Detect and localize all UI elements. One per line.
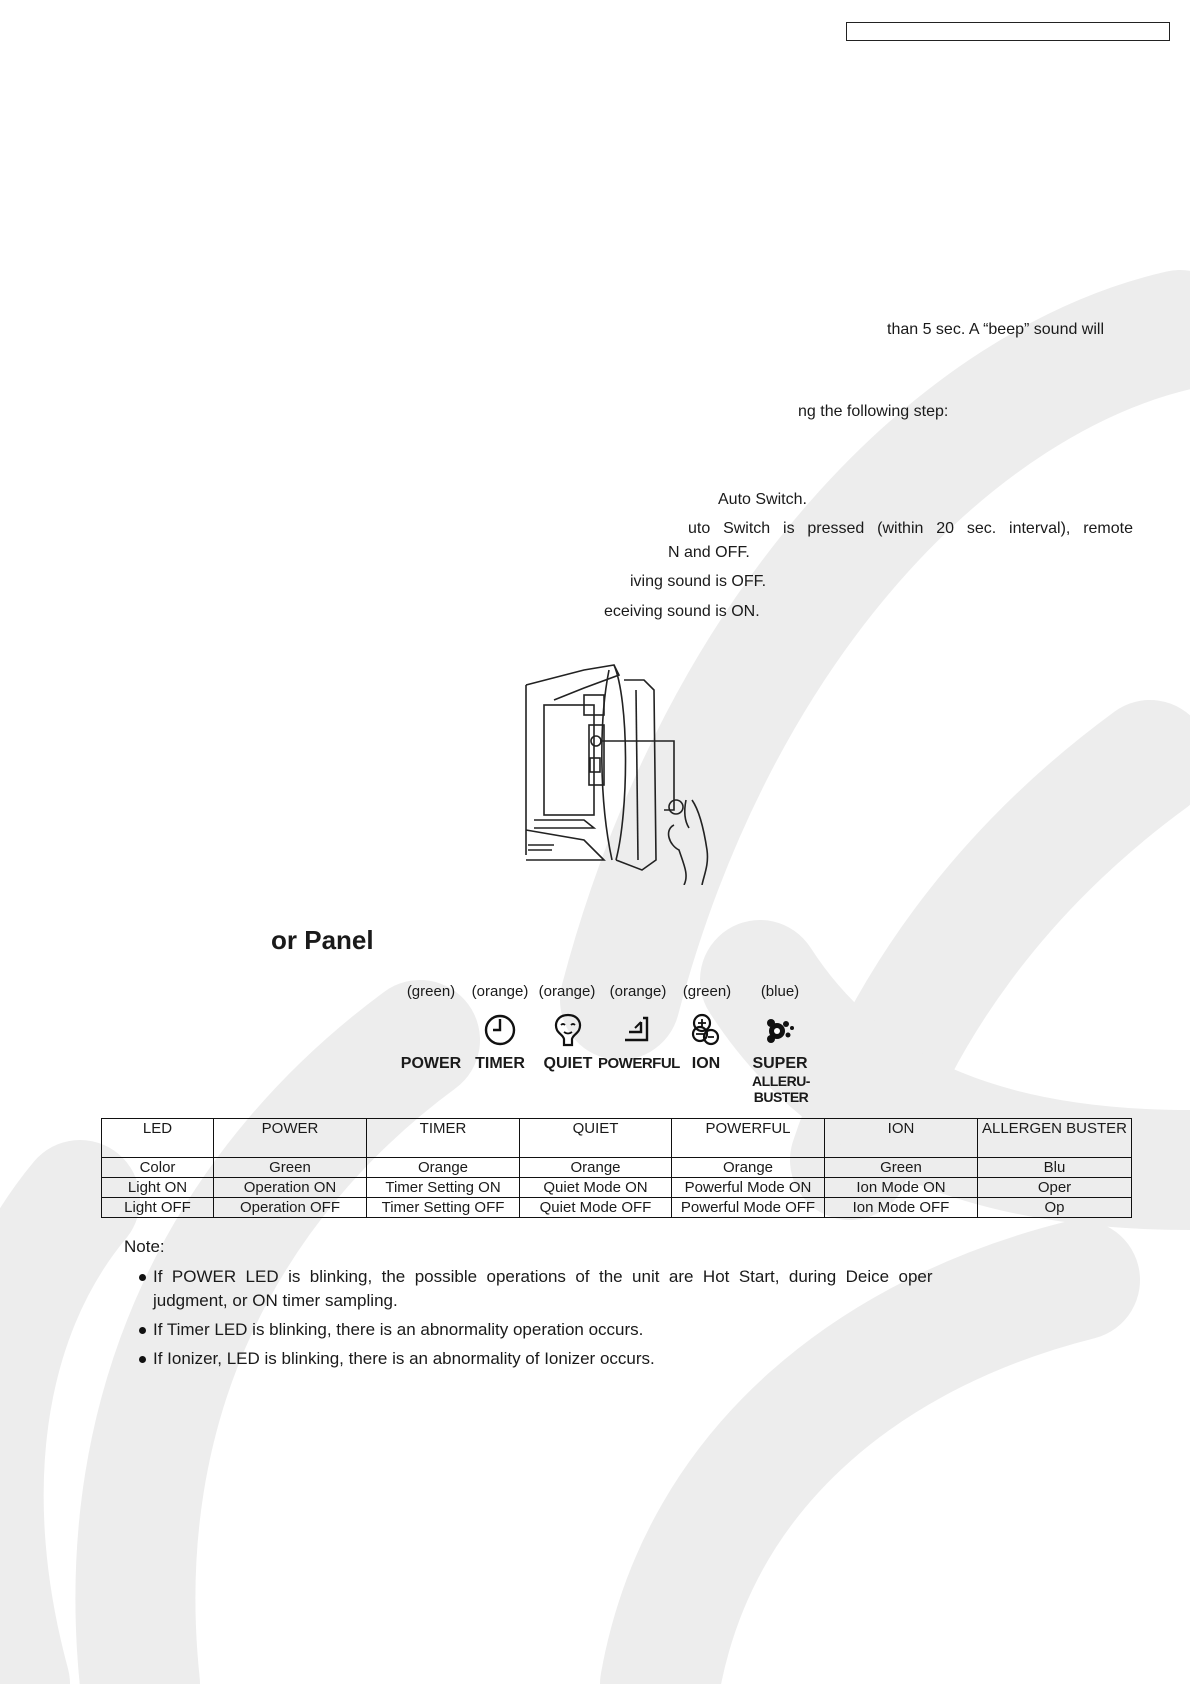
button-label-super: SUPER — [752, 1055, 808, 1072]
table-cell: Powerful Mode ON — [672, 1178, 825, 1198]
table-cell: Timer Setting OFF — [367, 1198, 520, 1218]
header-box — [846, 22, 1170, 41]
body-line-7: eceiving sound is ON. — [604, 603, 760, 620]
table-cell: Oper — [978, 1178, 1132, 1198]
indicator-color-ion: (green) — [682, 983, 732, 1000]
body-line-2: ng the following step: — [798, 403, 949, 420]
table-header-cell: LED — [102, 1119, 214, 1158]
quiet-icon — [548, 1010, 588, 1050]
table-cell: Orange — [520, 1158, 672, 1178]
indicator-color-timer: (orange) — [471, 983, 529, 1000]
note-text: If POWER LED is blinking, the possible operations of the unit are Hot Start, during Deice oper — [153, 1267, 933, 1286]
table-cell: Color — [102, 1158, 214, 1178]
button-label-power: POWER — [400, 1055, 462, 1072]
ion-icon — [686, 1010, 726, 1050]
indicator-color-quiet: (orange) — [538, 983, 596, 1000]
body-line-3: Auto Switch. — [718, 491, 807, 508]
bullet-dot — [139, 1274, 146, 1281]
table-cell: Quiet Mode OFF — [520, 1198, 672, 1218]
table-header-cell: TIMER — [367, 1119, 520, 1158]
button-label-alleru-buster: ALLERU-BUSTER — [752, 1073, 810, 1105]
indicator-color-powerful: (orange) — [609, 983, 667, 1000]
body-line-1: than 5 sec. A “beep” sound will — [887, 321, 1105, 338]
indicator-color-allergen: (blue) — [760, 983, 800, 1000]
button-label-quiet: QUIET — [543, 1055, 593, 1072]
table-row — [102, 1158, 1132, 1178]
note-item — [139, 1349, 655, 1369]
table-header-cell: ALLERGEN BUSTER — [978, 1119, 1132, 1158]
bullet-dot — [139, 1356, 146, 1363]
table-header-cell: ION — [825, 1119, 978, 1158]
table-cell: Green — [825, 1158, 978, 1178]
table-cell: Quiet Mode ON — [520, 1178, 672, 1198]
allergen-buster-icon — [758, 1010, 798, 1050]
table-cell: Ion Mode ON — [825, 1178, 978, 1198]
table-header-cell: QUIET — [520, 1119, 672, 1158]
body-line-4: uto Switch is pressed (within 20 sec. interval), remote — [688, 520, 1133, 537]
table-header-cell: POWER — [214, 1119, 367, 1158]
note-item-continuation: judgment, or ON timer sampling. — [153, 1291, 398, 1310]
table-cell: Green — [214, 1158, 367, 1178]
table-cell: Powerful Mode OFF — [672, 1198, 825, 1218]
table-header-row — [102, 1119, 1132, 1158]
table-cell: Blu — [978, 1158, 1132, 1178]
button-label-ion: ION — [691, 1055, 721, 1072]
indicator-color-power: (green) — [406, 983, 456, 1000]
body-line-5: N and OFF. — [668, 544, 750, 561]
led-table — [101, 1118, 1132, 1218]
table-cell: Operation OFF — [214, 1198, 367, 1218]
table-cell: Light OFF — [102, 1198, 214, 1218]
note-item — [139, 1320, 643, 1340]
table-row — [102, 1178, 1132, 1198]
note-label: Note: — [124, 1237, 165, 1256]
button-label-timer: TIMER — [475, 1055, 525, 1072]
indoor-unit-illustration — [524, 660, 724, 885]
button-label-powerful: POWERFUL — [598, 1055, 680, 1072]
bullet-dot — [139, 1327, 146, 1334]
table-row — [102, 1198, 1132, 1218]
note-text: If Ionizer, LED is blinking, there is an abnormality of Ionizer occurs. — [153, 1349, 655, 1368]
note-text: If Timer LED is blinking, there is an abnormality operation occurs. — [153, 1320, 644, 1339]
table-header-cell: POWERFUL — [672, 1119, 825, 1158]
table-cell: Op — [978, 1198, 1132, 1218]
timer-icon — [480, 1010, 520, 1050]
body-line-6: iving sound is OFF. — [630, 573, 767, 590]
table-cell: Orange — [672, 1158, 825, 1178]
table-cell: Orange — [367, 1158, 520, 1178]
table-cell: Operation ON — [214, 1178, 367, 1198]
table-cell: Ion Mode OFF — [825, 1198, 978, 1218]
powerful-icon — [617, 1010, 657, 1050]
section-title: or Panel — [271, 925, 374, 955]
table-cell: Light ON — [102, 1178, 214, 1198]
note-item — [139, 1267, 951, 1287]
table-cell: Timer Setting ON — [367, 1178, 520, 1198]
